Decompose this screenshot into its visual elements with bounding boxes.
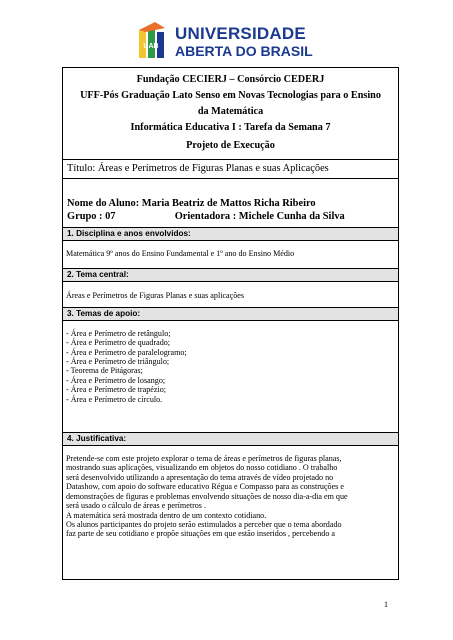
justification-line: Os alunos participantes do projeto serão estimulados a perceber que o tema abordado [66, 519, 342, 529]
support-topic: - Área e Perímetro de triângulo; [66, 357, 170, 367]
section-1-body [63, 241, 398, 268]
justification-line: faz parte de seu cotidiano e propõe situações em que estão inseridos , percebendo a [66, 529, 336, 539]
header-line-course: UFF-Pós Graduação Lato Senso em Novas Tecnologias para o Ensino [80, 90, 381, 101]
student-name: Nome do Aluno: Maria Beatriz de Mattos Richa Ribeiro [67, 198, 316, 209]
support-topic: - Área e Perímetro de trapézio; [66, 385, 166, 395]
support-topic: - Área e Perímetro de losango; [66, 375, 166, 385]
section-2-line: Áreas e Perímetros de Figuras Planas e suas aplicações [66, 291, 245, 301]
header-line-course-cont: da Matemática [197, 106, 264, 117]
justification-line: será usado o cálculo de áreas e perímetros . [66, 501, 207, 511]
advisor-name: Orientadora : Michele Cunha da Silva [174, 211, 345, 222]
uab-emblem-icon [137, 22, 171, 60]
justification-line: mostrando suas aplicações, visualizando em objetos do nosso cotidiano . O trabalho [66, 463, 338, 473]
project-form [62, 67, 399, 580]
section-4-heading: 4. Justificativa: [63, 433, 398, 445]
page-number: 1 [384, 600, 388, 609]
section-2-heading: 2. Tema central: [63, 269, 398, 281]
support-topic: - Área e Perímetro de quadrado; [66, 338, 171, 348]
document-header [63, 68, 398, 154]
header-line-institution: Fundação CECIERJ – Consórcio CEDERJ [136, 74, 325, 85]
section-4-body [63, 446, 398, 547]
logo-line-2: ABERTA DO BRASIL [175, 43, 313, 59]
justification-line: demonstrações de figuras e problemas envolvendo situações de nosso dia-a-dia em que [66, 491, 348, 501]
justification-line: Pretende-se com este projeto explorar o tema de áreas e perímetros de figuras planas, [66, 454, 342, 464]
uab-badge-text: UAB [143, 43, 159, 50]
group-number: Grupo : 07 [67, 211, 116, 222]
header-line-task: Informática Educativa I : Tarefa da Semana 7 [130, 122, 331, 133]
header-line-project: Projeto de Execução [186, 140, 275, 151]
section-1-heading: 1. Disciplina e anos envolvidos: [63, 228, 398, 240]
justification-line: A matemática será mostrada dentro de um contexto cotidiano. [66, 510, 267, 520]
support-topic: - Teorema de Pitágoras; [66, 366, 143, 376]
section-3-heading: 3. Temas de apoio: [63, 308, 398, 320]
group-advisor-line [67, 210, 394, 223]
section-3-body [63, 321, 398, 432]
logo-line-1: UNIVERSIDADE [175, 24, 306, 43]
uab-logo [137, 22, 313, 62]
support-topic: - Área e Perímetro de paralelogramo; [66, 347, 187, 357]
justification-line: será desenvolvido utilizando a apresentação do tema através de vídeo projetado no [66, 472, 334, 482]
justification-line: Datashow, com apoio do software educativo Régua e Compasso para as construções e [66, 482, 344, 492]
student-info [63, 179, 398, 227]
support-topic: - Área e Perímetro de retângulo; [66, 328, 171, 338]
section-1-line: Matemática 9º anos do Ensino Fundamental e 1º ano do Ensino Médio [66, 249, 295, 258]
support-topic: - Área e Perímetro de círculo. [66, 394, 163, 404]
project-title: Título: Áreas e Perímetros de Figuras Planas e suas Aplicações [67, 163, 329, 174]
section-2-body [63, 282, 398, 306]
